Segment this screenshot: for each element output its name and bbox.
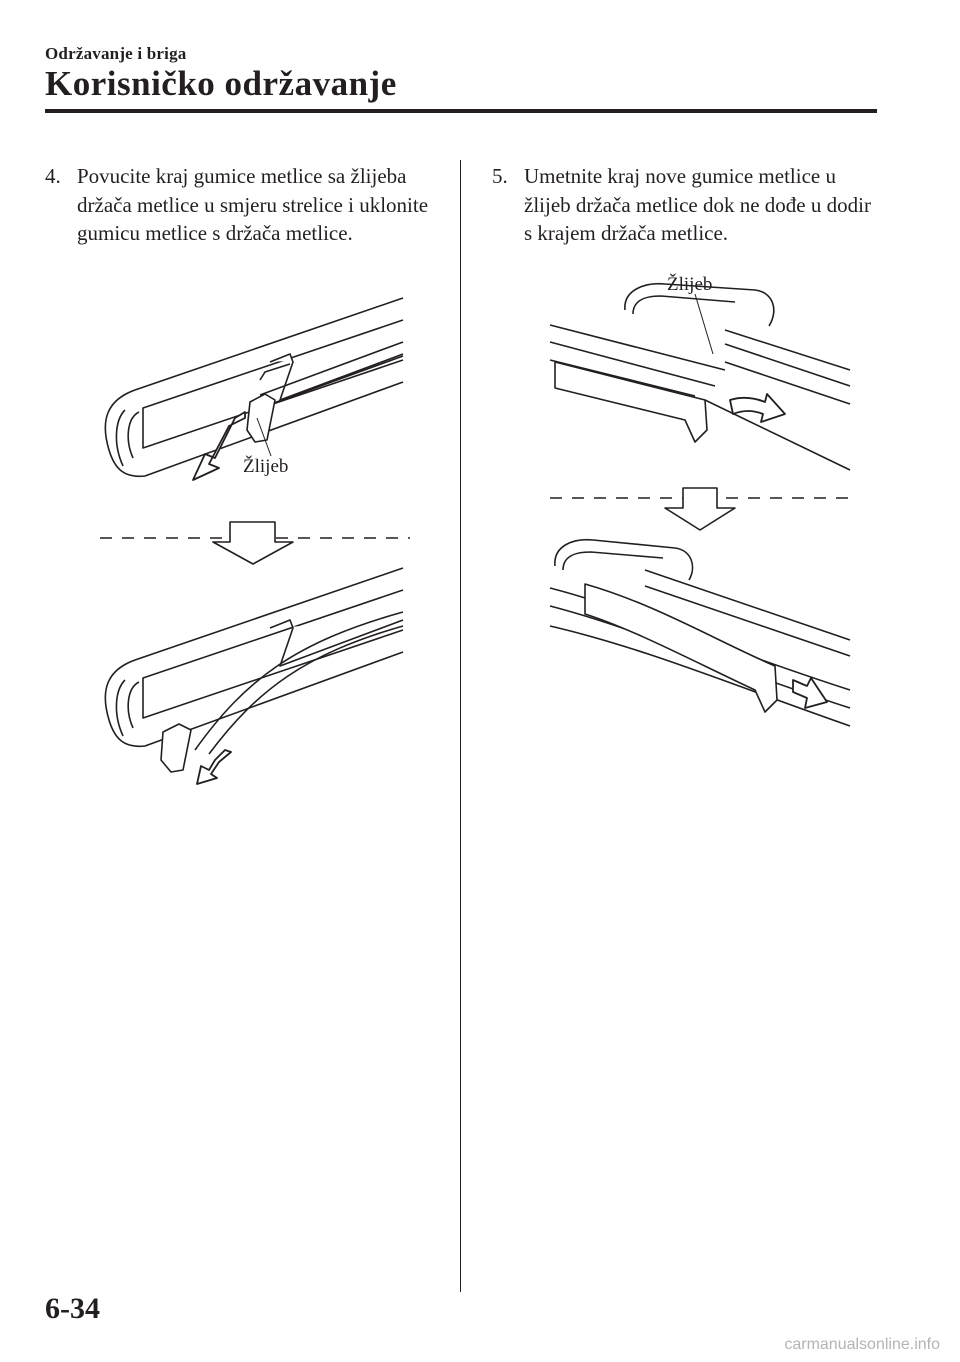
blade-rail-top [550, 325, 725, 370]
step-4 [45, 162, 440, 248]
page-title: Korisničko održavanje [45, 64, 397, 103]
rubber-end-top [247, 394, 275, 442]
title-rule [45, 109, 877, 113]
watermark: carmanualsonline.info [784, 1336, 940, 1353]
step-5-text: Umetnite kraj nove gumice metlice u žlijeb držača metlice dok ne dođe u dodir s krajem držača metlice. [524, 164, 871, 245]
groove-label-step5: Žlijeb [667, 274, 713, 295]
rubber-top [555, 362, 707, 442]
down-arrow-step5 [665, 488, 735, 530]
step-5 [492, 162, 872, 248]
insert-arrow-top [730, 394, 785, 422]
section-label: Održavanje i briga [45, 44, 187, 63]
rubber-end-bottom [161, 724, 191, 772]
step-5-number: 5. [492, 164, 508, 188]
holder-cap-top [105, 298, 403, 476]
holder-cap-bottom [105, 568, 403, 746]
rubber-bottom [585, 584, 777, 712]
groove-label-step4: Žlijeb [243, 456, 289, 477]
holder-bottom [555, 540, 693, 580]
step-4-number: 4. [45, 164, 61, 188]
page-number: 6-34 [45, 1292, 100, 1325]
insert-arrow-bottom [793, 678, 827, 708]
pull-arrow-bottom [197, 750, 231, 784]
step-4-illustration [95, 290, 415, 790]
column-divider [460, 160, 461, 1292]
step-5-illustration [545, 270, 855, 750]
down-arrow-top [213, 522, 293, 564]
step-4-text: Povucite kraj gumice metlice sa žlijeba držača metlice u smjeru strelice i uklonite gumicu metlice s držača metlice. [77, 164, 429, 245]
